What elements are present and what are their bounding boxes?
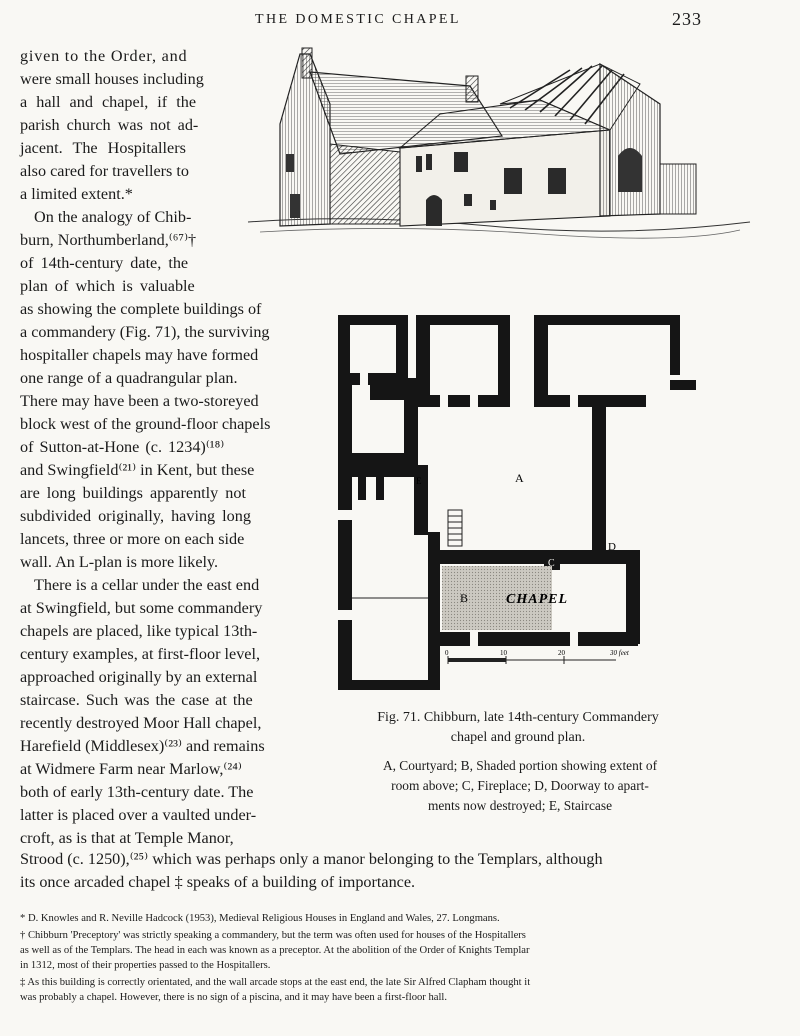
- body-line: both of early 13th-century date. The: [20, 783, 254, 801]
- body-line: wall. An L-plan is more likely.: [20, 553, 219, 571]
- figure-legend-line: room above; C, Fireplace; D, Doorway to apart-: [391, 778, 649, 793]
- body-line: There is a cellar under the east end: [34, 576, 260, 594]
- body-line: at Swingfield, but some commandery: [20, 599, 263, 617]
- plan-label-c: C: [548, 558, 555, 569]
- figure-caption-line: chapel and ground plan.: [450, 730, 586, 745]
- body-line: chapels are placed, like typical 13th-: [20, 622, 258, 640]
- plan-label-b: B: [460, 591, 469, 605]
- body-line: staircase. Such was the case at the: [20, 691, 253, 709]
- body-line: approached originally by an external: [20, 668, 258, 686]
- plan-label-e: E: [416, 476, 422, 486]
- body-line: a hall and chapel, if the: [20, 93, 197, 111]
- scale-label-20: 20: [558, 649, 565, 657]
- footnote-line: as well as of the Templars. The head in each was known as a preceptor. At the abolition of the Order of Knights Templar: [20, 945, 530, 956]
- body-line: parish church was not ad-: [20, 116, 199, 134]
- body-line: Harefield (Middlesex)⁽²³⁾ and remains: [20, 737, 265, 755]
- body-line: plan of which is valuable: [20, 277, 195, 295]
- scale-label-10: 10: [500, 649, 507, 657]
- page-number: 233: [672, 9, 702, 29]
- body-line: There may have been a two-storeyed: [20, 392, 259, 410]
- body-line: recently destroyed Moor Hall chapel,: [20, 714, 262, 732]
- body-line: subdivided originally, having long: [20, 507, 251, 525]
- body-line: of Sutton-at-Hone (c. 1234)⁽¹⁸⁾: [20, 438, 225, 456]
- body-line: as showing the complete buildings of: [20, 300, 262, 318]
- footnote-line: † Chibburn 'Preceptory' was strictly speaking a commandery, but the term was often used for houses of the Hospitallers: [20, 930, 526, 941]
- scale-label-unit: 30 feet: [610, 649, 629, 657]
- body-line-full-width: Strood (c. 1250),⁽²⁵⁾ which was perhaps only a manor belonging to the Templars, although: [20, 850, 603, 868]
- body-line: block west of the ground-floor chapels: [20, 415, 271, 433]
- body-line: are long buildings apparently not: [20, 484, 246, 502]
- body-line: given to the Order, and: [20, 47, 188, 65]
- body-line: latter is placed over a vaulted under-: [20, 806, 257, 824]
- scale-label-0: 0: [445, 649, 449, 657]
- body-line: of 14th-century date, the: [20, 254, 189, 272]
- figure-legend-line: ments now destroyed; E, Staircase: [427, 798, 613, 813]
- figure-legend-line: A, Courtyard; B, Shaded portion showing extent of: [382, 758, 658, 773]
- body-line: and Swingfield⁽²¹⁾ in Kent, but these: [20, 461, 255, 479]
- body-line: burn, Northumberland,⁽⁶⁷⁾†: [20, 231, 197, 249]
- body-line: croft, as is that at Temple Manor,: [20, 829, 234, 847]
- running-title: THE DOMESTIC CHAPEL: [255, 12, 461, 27]
- body-line: at Widmere Farm near Marlow,⁽²⁴⁾: [20, 760, 242, 778]
- body-line-full-width: its once arcaded chapel ‡ speaks of a building of importance.: [20, 873, 416, 891]
- body-line: a commandery (Fig. 71), the surviving: [20, 323, 270, 341]
- body-line: also cared for travellers to: [20, 162, 189, 180]
- footnote-line: ‡ As this building is correctly orientated, and the wall arcade stops at the east end, the late Sir Alfred Clapham thought it: [20, 977, 531, 988]
- body-line: On the analogy of Chib-: [34, 208, 192, 226]
- body-line: were small houses including: [20, 70, 204, 88]
- plan-label-d: D: [608, 541, 616, 553]
- figure-caption-line: Fig. 71. Chibburn, late 14th-century Commandery: [377, 710, 659, 725]
- footnote-line: was probably a chapel. However, there is no sign of a piscina, and it may have been a first-floor hall.: [20, 992, 448, 1003]
- plan-label-a: A: [515, 471, 524, 485]
- body-line: one range of a quadrangular plan.: [20, 369, 238, 387]
- body-line: hospitaller chapels may have formed: [20, 346, 259, 364]
- footnote-line: * D. Knowles and R. Neville Hadcock (1953), Medieval Religious Houses in England and Wales, 27. Longmans.: [20, 913, 500, 924]
- plan-label-chapel: CHAPEL: [506, 592, 569, 607]
- body-line: a limited extent.*: [20, 185, 133, 203]
- ground-plan-figure: [330, 310, 715, 690]
- body-line: lancets, three or more on each side: [20, 530, 245, 548]
- footnote-line: in 1312, most of their properties passed to the Hospitallers.: [20, 960, 271, 971]
- body-line: jacent. The Hospitallers: [20, 139, 186, 157]
- body-text-column: [20, 45, 330, 885]
- body-line: century examples, at first-floor level,: [20, 645, 261, 663]
